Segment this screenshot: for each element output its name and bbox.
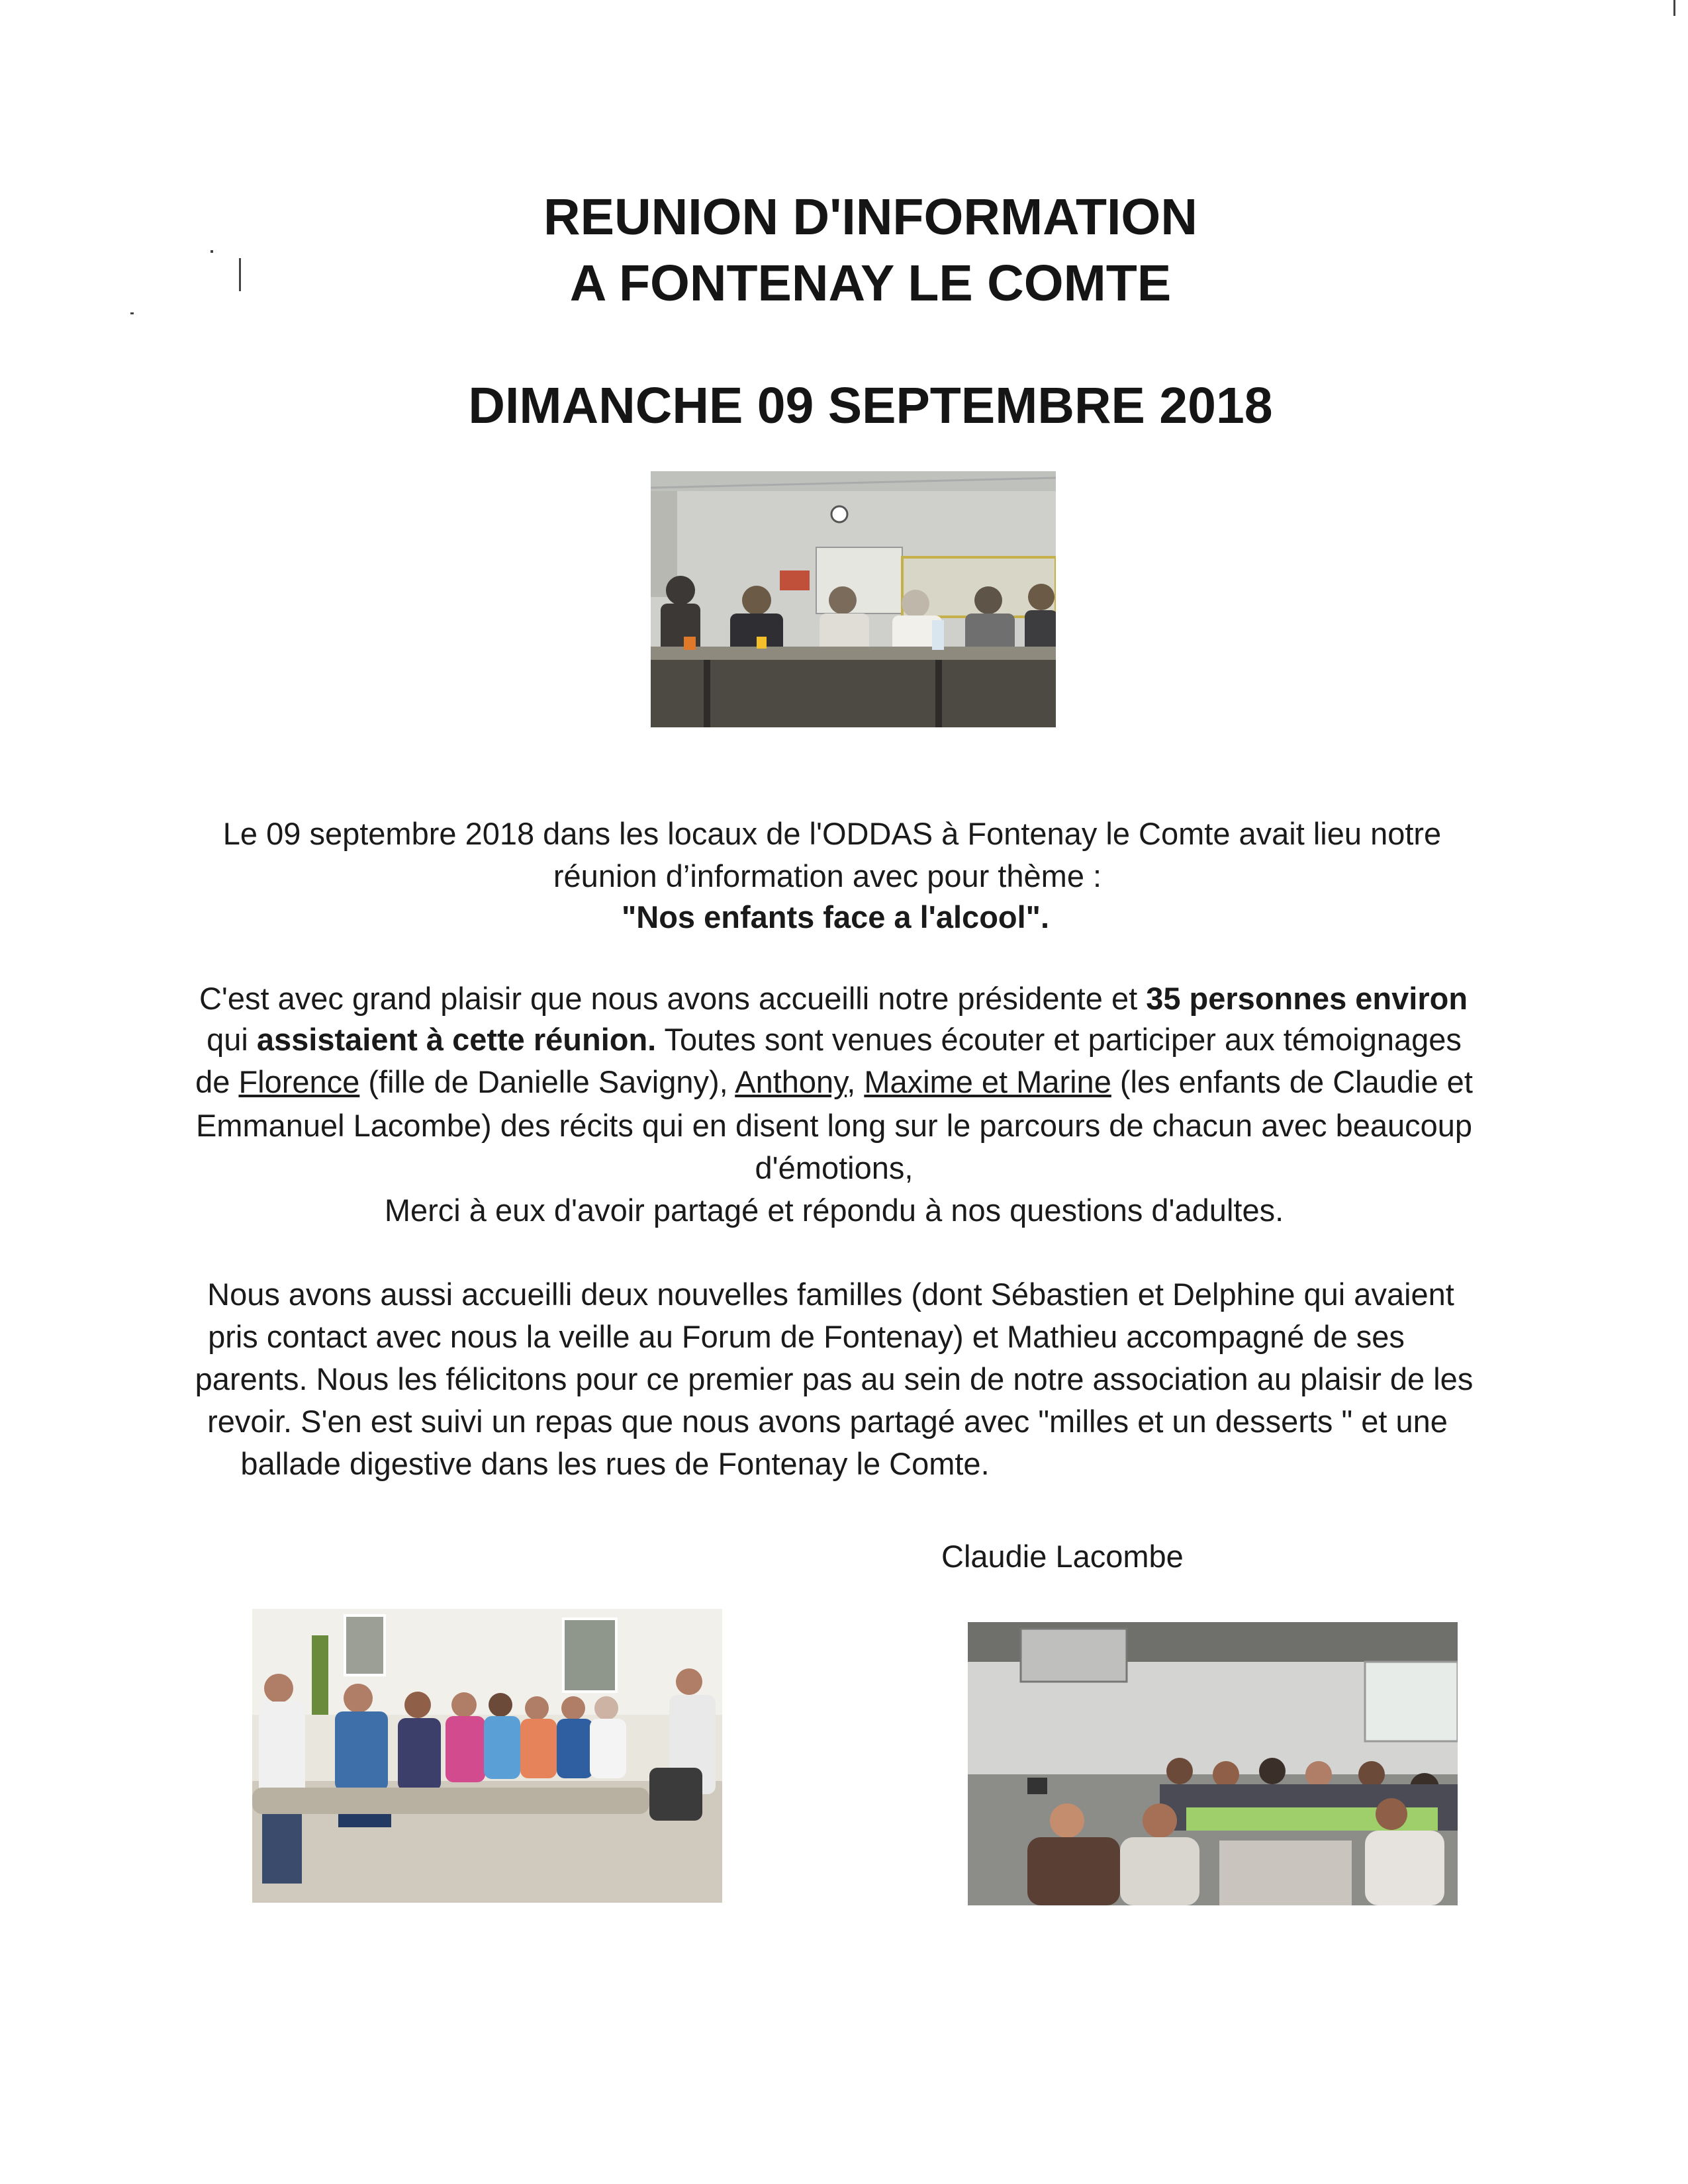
paragraph2-line: ballade digestive dans les rues de Fontenay le Comte. <box>240 1446 990 1481</box>
paragraph1-line: Emmanuel Lacombe) des récits qui en disent long sur le parcours de chacun avec beaucoup <box>195 1108 1473 1143</box>
signature: Claudie Lacombe <box>941 1539 1184 1574</box>
paragraph2-line: Nous avons aussi accueilli deux nouvelles familles (dont Sébastien et Delphine qui avaient <box>207 1277 1454 1312</box>
text-segment: qui <box>207 1022 257 1057</box>
event-date: DIMANCHE 09 SEPTEMBRE 2018 <box>468 377 1273 434</box>
paragraph2-line: pris contact avec nous la veille au Forum de Fontenay) et Mathieu accompagné de ses <box>208 1319 1405 1354</box>
text-segment: (fille de Danielle Savigny), <box>359 1064 735 1099</box>
name-anthony: Anthony <box>735 1064 847 1099</box>
dinner-photo <box>968 1622 1458 1905</box>
paragraph1-line: d'émotions, <box>755 1150 914 1185</box>
scan-speck <box>211 250 213 253</box>
intro-theme: "Nos enfants face a l'alcool". <box>621 899 1050 934</box>
intro-line: réunion d’information avec pour thème : <box>553 858 1102 893</box>
outdoor-group-photo <box>252 1609 722 1903</box>
intro-line: Le 09 septembre 2018 dans les locaux de l'ODDAS à Fontenay le Comte avait lieu notre <box>222 816 1442 851</box>
paragraph1-line: Merci à eux d'avoir partagé et répondu à nos questions d'adultes. <box>384 1193 1284 1228</box>
page-title-line2: A FONTENAY LE COMTE <box>569 255 1172 312</box>
text-segment: , <box>847 1064 865 1099</box>
paragraph2-line: revoir. S'en est suivi un repas que nous avons partagé avec "milles et un desserts " et une <box>207 1404 1448 1439</box>
name-maxime-marine: Maxime et Marine <box>864 1064 1111 1099</box>
paragraph1-line <box>0 1019 1678 1061</box>
text-segment: de <box>195 1064 239 1099</box>
scan-speck <box>1673 0 1675 16</box>
name-florence: Florence <box>238 1064 360 1099</box>
meeting-photo <box>651 471 1056 727</box>
text-segment: (les enfants de Claudie et <box>1111 1064 1473 1099</box>
paragraph1-line <box>0 978 1677 1020</box>
text-segment: Toutes sont venues écouter et participer aux témoignages <box>656 1022 1462 1057</box>
text-segment: C'est avec grand plaisir que nous avons accueilli notre présidente et <box>199 981 1147 1016</box>
emphasis: assistaient à cette réunion. <box>256 1022 657 1057</box>
paragraph2-line: parents. Nous les félicitons pour ce premier pas au sein de notre association au plaisir de les <box>195 1361 1474 1396</box>
page-title-line1: REUNION D'INFORMATION <box>543 189 1197 246</box>
paragraph1-line <box>0 1061 1678 1103</box>
attendee-count: 35 personnes environ <box>1146 981 1468 1016</box>
